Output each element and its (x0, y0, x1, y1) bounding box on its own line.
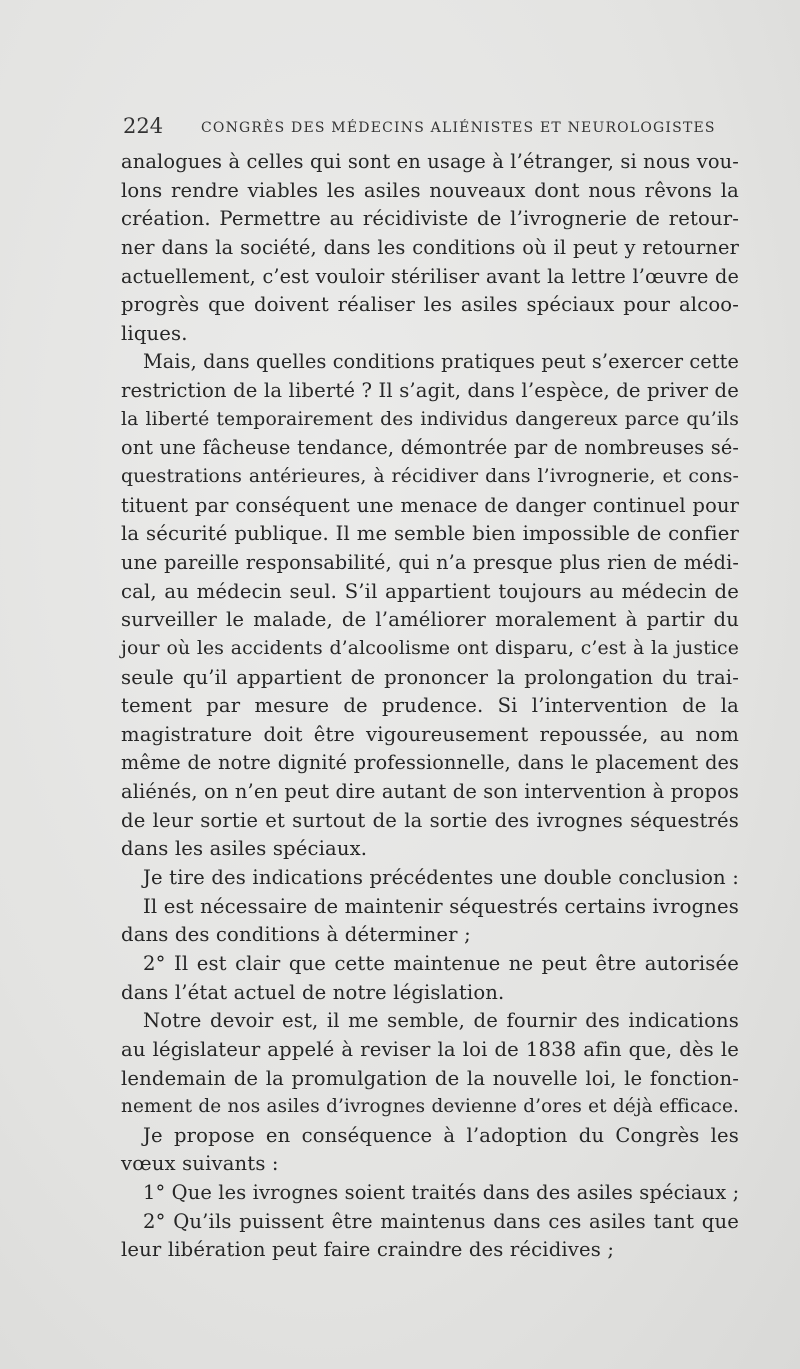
text-line: aliénés, on n’en peut dire autant de son intervention à propos (121, 780, 739, 804)
text-line: cal, au médecin seul. S’il appartient toujours au médecin de (121, 579, 739, 603)
text-line: Notre devoir est, il me semble, de fournir des indications (143, 1009, 739, 1033)
text-line: Je propose en conséquence à l’adoption du Congrès les (143, 1123, 739, 1147)
text-line: jour où les accidents d’alcoolisme ont disparu, c’est à la justice (121, 637, 739, 659)
text-line: lendemain de la promulgation de la nouvelle loi, le fonction- (121, 1066, 739, 1090)
text-line: une pareille responsabilité, qui n’a presque plus rien de médi- (121, 550, 739, 574)
text-line: restriction de la liberté ? Il s’agit, dans l’espèce, de priver de (121, 379, 739, 403)
text-line: actuellement, c’est vouloir stériliser avant la lettre l’œuvre de (121, 264, 739, 288)
text-line: tement par mesure de prudence. Si l’intervention de la (121, 694, 739, 718)
text-line: leur libération peut faire craindre des récidives ; (121, 1238, 615, 1262)
text-line: ont une fâcheuse tendance, démontrée par de nombreuses sé- (121, 436, 739, 460)
text-line: 2° Qu’ils puissent être maintenus dans ces asiles tant que (143, 1209, 739, 1233)
text-line: liques. (121, 321, 188, 345)
text-line: la sécurité publique. Il me semble bien impossible de confier (121, 522, 739, 546)
text-line: tituent par conséquent une menace de danger continuel pour (121, 493, 739, 517)
text-line: 1° Que les ivrognes soient traités dans des asiles spéciaux ; (143, 1181, 740, 1205)
text-line: création. Permettre au récidiviste de l’ivrognerie de retour- (121, 207, 739, 231)
text-line: de leur sortie et surtout de la sortie des ivrognes séquestrés (121, 808, 739, 832)
running-title: CONGRÈS DES MÉDECINS ALIÉNISTES ET NEUROLOGISTES (201, 120, 716, 136)
text-line: dans l’état actuel de notre législation. (121, 980, 505, 1004)
body-text (121, 148, 739, 1265)
text-line: dans les asiles spéciaux. (121, 837, 368, 861)
text-line: progrès que doivent réaliser les asiles spéciaux pour alcoo- (121, 293, 739, 317)
text-line: ner dans la société, dans les conditions où il peut y retourner (121, 235, 739, 259)
running-head (123, 114, 716, 144)
text-line: même de notre dignité professionnelle, dans le placement des (121, 751, 739, 775)
text-line: questrations antérieures, à récidiver dans l’ivrognerie, et cons- (121, 466, 739, 488)
text-line: la liberté temporairement des individus dangereux parce qu’ils (121, 408, 739, 430)
text-line: dans des conditions à déterminer ; (121, 923, 471, 947)
text-line: au législateur appelé à reviser la loi de 1838 afin que, dès le (121, 1037, 739, 1061)
page-number: 224 (123, 114, 164, 138)
text-line: Mais, dans quelles conditions pratiques peut s’exercer cette (143, 350, 740, 374)
text-line: magistrature doit être vigoureusement repoussée, au nom (121, 722, 739, 746)
text-line: Je tire des indications précédentes une double conclusion : (143, 866, 739, 890)
text-line: surveiller le malade, de l’améliorer moralement à partir du (121, 608, 739, 632)
text-line: lons rendre viables les asiles nouveaux dont nous rêvons la (121, 178, 739, 202)
text-line: seule qu’il appartient de prononcer la prolongation du trai- (121, 665, 739, 689)
text-line: nement de nos asiles d’ivrognes devienne d’ores et déjà efficace. (121, 1096, 739, 1118)
text-line: Il est nécessaire de maintenir séquestrés certains ivrognes (143, 894, 739, 918)
text-line: 2° Il est clair que cette maintenue ne peut être autorisée (143, 951, 739, 975)
text-line: vœux suivants : (121, 1152, 279, 1176)
text-line: analogues à celles qui sont en usage à l’étranger, si nous vou- (121, 150, 739, 173)
